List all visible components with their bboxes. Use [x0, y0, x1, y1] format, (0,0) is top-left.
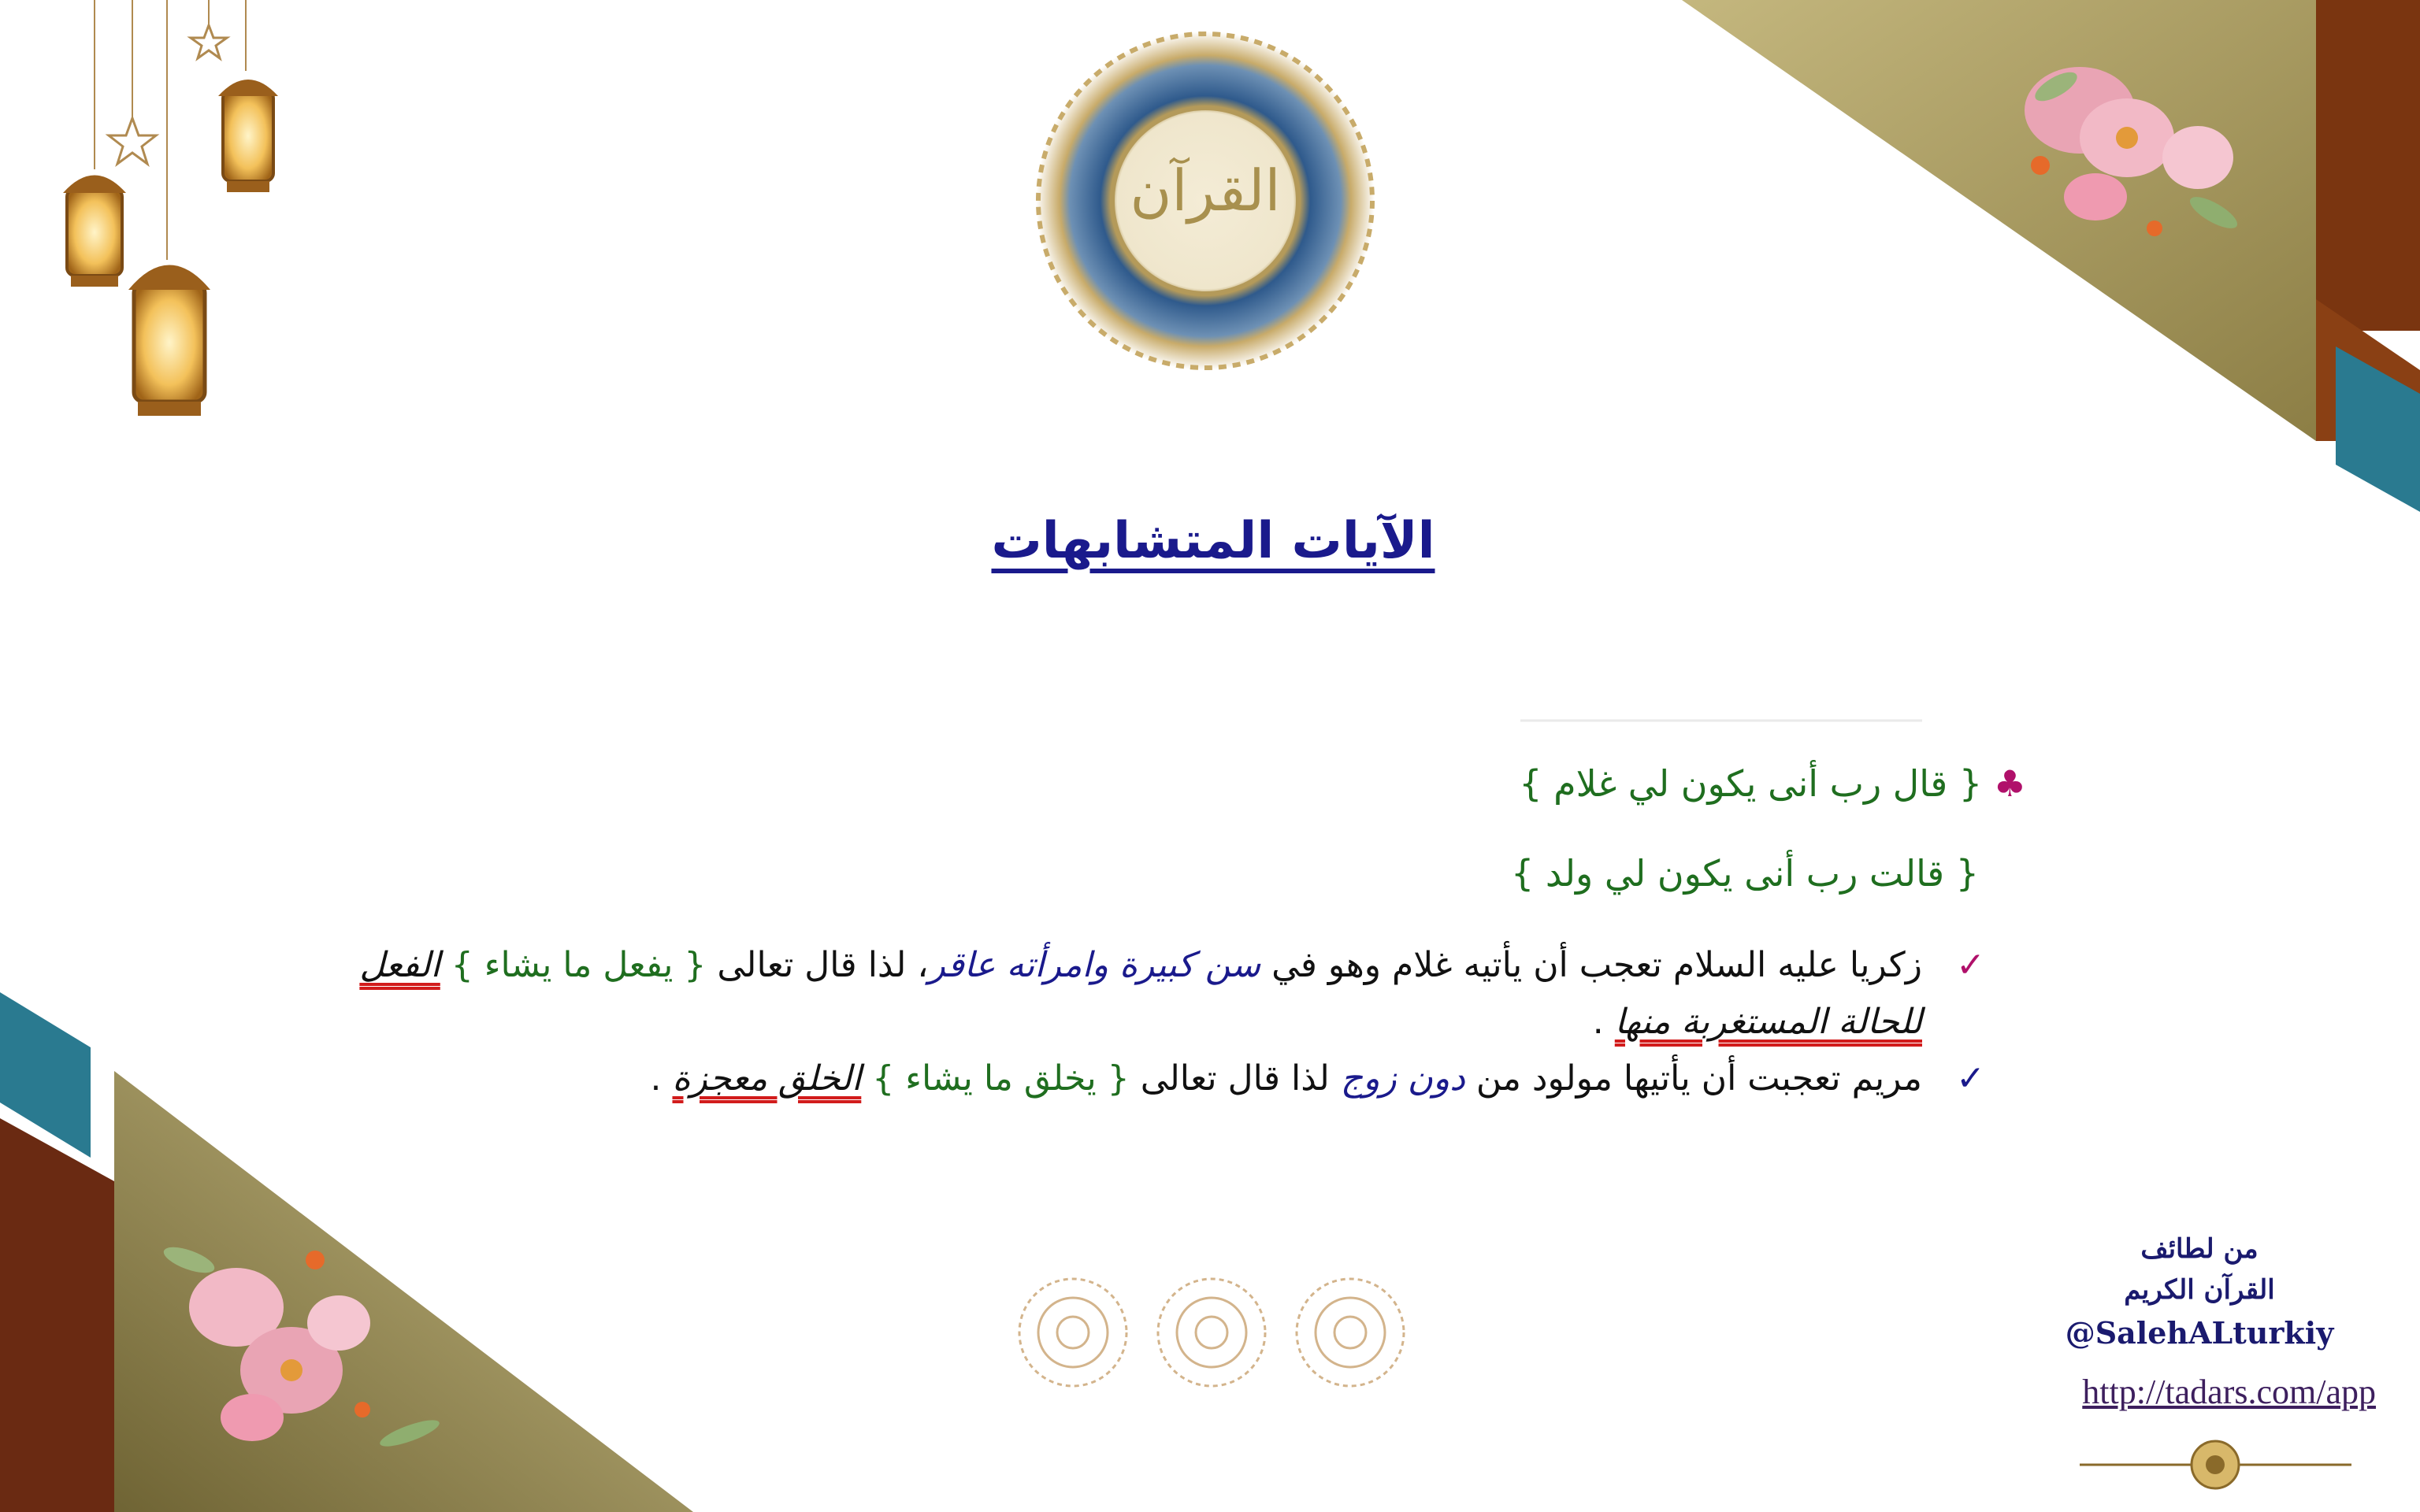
page-title: الآيات المتشابهات	[991, 512, 1435, 570]
lantern-2	[128, 265, 210, 417]
lantern-3	[218, 80, 278, 192]
bullet-1-text-a: زكريا عليه السلام تعجب أن يأتيه غلام وهو في	[1271, 945, 1922, 985]
verse-line-1	[1519, 762, 2026, 805]
club-symbol: ♣	[1993, 762, 2026, 805]
verse-line-2	[1511, 852, 1979, 895]
bullet-1-underlined: الفعل للحالة المستغربة منها	[359, 945, 1922, 1042]
check-icon: ✓	[1956, 945, 1985, 985]
bottom-rosettes	[1019, 1279, 1404, 1386]
check-icon: ✓	[1956, 1058, 1985, 1099]
bullet-2-verse: { يخلق ما يشاء }	[872, 1058, 1130, 1099]
credit-handle[interactable]: @SalehALturkiy	[2065, 1315, 2334, 1351]
verse-text-1: { قال رب أنى يكون لي غلام }	[1519, 762, 1983, 805]
verse-text-2: { قالت رب أنى يكون لي ولد }	[1510, 852, 1979, 895]
credit-line-1: من لطائف	[2140, 1233, 2259, 1265]
ornamental-divider	[2080, 1441, 2351, 1488]
lantern-1	[63, 176, 126, 287]
bullet-maryam	[268, 1051, 1985, 1107]
tadars-link[interactable]: http://tadars.com/app	[2082, 1373, 2376, 1411]
bullet-2-period: .	[650, 1058, 662, 1099]
bullet-1-text-c: ، لذا قال تعالى	[717, 945, 929, 985]
bullet-2-text-c: لذا قال تعالى	[1140, 1058, 1330, 1099]
credit-line-2: القرآن الكريم	[2124, 1274, 2275, 1306]
bullet-2-text-a: مريم تعجبت أن يأتيها مولود من	[1475, 1058, 1922, 1099]
bullet-1-period: .	[1592, 1002, 1604, 1042]
bullet-2-highlight: دون زوج	[1340, 1058, 1465, 1099]
explanation-bullets	[268, 937, 1985, 1107]
bullet-1-highlight: سن كبيرة وامرأته عاقر	[928, 945, 1261, 985]
bullet-zakariya	[268, 937, 1985, 1051]
bullet-1-verse: { يفعل ما يشاء }	[451, 945, 707, 985]
bullet-2-underlined: الخلق معجزة	[672, 1058, 862, 1099]
credit-block	[2042, 1228, 2357, 1356]
medallion-text: القرآن	[1130, 158, 1281, 224]
